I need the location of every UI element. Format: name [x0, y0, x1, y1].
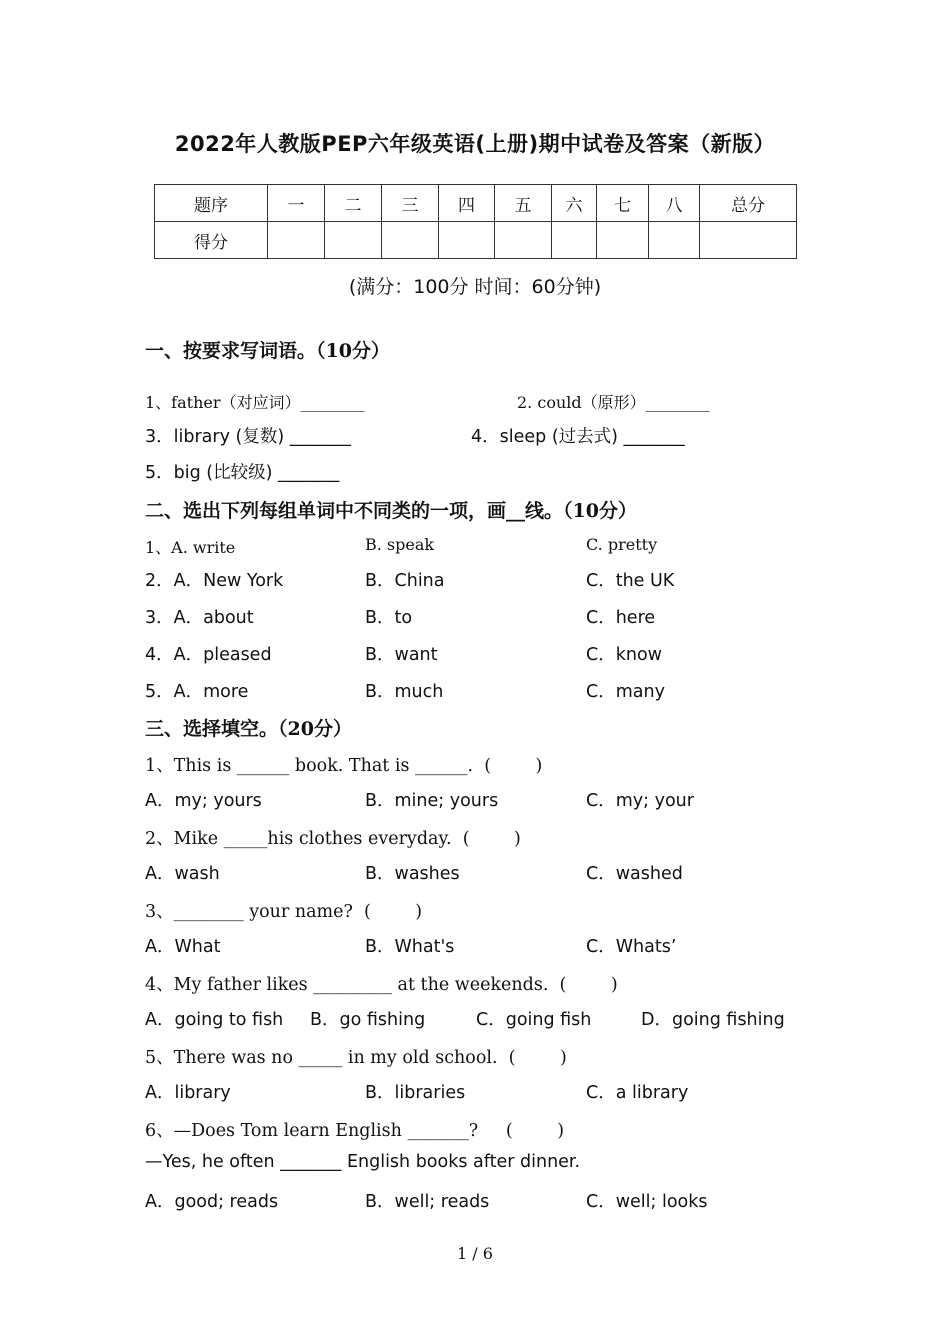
s3-q2-option-b: B．washes [365, 864, 460, 884]
s2-row4-c: C．know [586, 645, 662, 665]
score-header-cell: 三 [382, 185, 439, 222]
score-cell[interactable] [268, 222, 325, 259]
page-number: 1 / 6 [457, 1244, 493, 1263]
s3-question-2: 2、Mike _____his clothes everyday. ( ) [145, 829, 521, 849]
score-header-cell: 题序 [155, 185, 268, 222]
s3-q4-option-c: C．going fish [476, 1010, 592, 1030]
s3-q1-option-b: B．mine; yours [365, 791, 499, 811]
s2-row3-c: C．here [586, 608, 656, 628]
score-header-cell: 四 [439, 185, 495, 222]
s2-row2-b: B．China [365, 571, 445, 591]
s2-row2-a: 2．A．New York [145, 571, 284, 591]
score-row-label: 得分 [155, 222, 268, 259]
s3-q5-option-c: C．a library [586, 1083, 689, 1103]
s3-question-5: 5、There was no _____ in my old school. ( ) [145, 1048, 567, 1068]
s3-q5-option-a: A．library [145, 1083, 231, 1103]
s2-row1-b: B. speak [365, 535, 435, 554]
score-header-cell: 八 [649, 185, 700, 222]
score-cell[interactable] [382, 222, 439, 259]
s2-row3-a: 3．A．about [145, 608, 254, 628]
s2-row5-c: C．many [586, 682, 665, 702]
s1-question-2: 2. could（原形）________ [517, 393, 710, 412]
score-cell[interactable] [649, 222, 700, 259]
s3-q2-option-c: C．washed [586, 864, 683, 884]
score-cell[interactable] [700, 222, 797, 259]
s3-question-6-line2: —Yes, he often _______ English books after dinner. [145, 1152, 581, 1172]
section3-heading: 三、选择填空。（20分） [145, 718, 352, 740]
section2-heading: 二、选出下列每组单词中不同类的一项，画__线。（10分） [145, 500, 637, 522]
score-header-cell: 五 [495, 185, 552, 222]
score-cell[interactable] [495, 222, 552, 259]
s3-q6-option-a: A．good; reads [145, 1192, 279, 1212]
s2-row1-c: C. pretty [586, 535, 658, 554]
s3-q3-option-a: A．What [145, 937, 221, 957]
score-header-cell: 七 [597, 185, 649, 222]
s2-row2-c: C．the UK [586, 571, 675, 591]
s3-q3-option-c: C．Whats’ [586, 937, 677, 957]
score-header-cell: 一 [268, 185, 325, 222]
s2-row4-b: B．want [365, 645, 438, 665]
s3-q5-option-b: B．libraries [365, 1083, 466, 1103]
s3-q4-option-a: A．going to fish [145, 1010, 284, 1030]
s3-q4-option-b: B．go fishing [310, 1010, 426, 1030]
s2-row4-a: 4．A．pleased [145, 645, 272, 665]
s3-q1-option-c: C．my; your [586, 791, 694, 811]
s3-q6-option-b: B．well; reads [365, 1192, 490, 1212]
score-cell[interactable] [439, 222, 495, 259]
score-cell[interactable] [552, 222, 597, 259]
section1-heading: 一、按要求写词语。（10分） [145, 340, 390, 362]
s3-q6-option-c: C．well; looks [586, 1192, 708, 1212]
score-header-cell: 总分 [700, 185, 797, 222]
score-table [154, 184, 797, 259]
s3-question-3: 3、________ your name? ( ) [145, 902, 423, 922]
s3-question-6: 6、—Does Tom learn English _______? ( ) [145, 1121, 565, 1141]
score-table-score-row [155, 222, 797, 259]
s1-question-5: 5．big (比较级) _______ [145, 463, 340, 483]
s1-question-1: 1、father（对应词）________ [145, 393, 365, 412]
s2-row5-a: 5．A．more [145, 682, 249, 702]
page-title: 2022年人教版PEP六年级英语(上册)期中试卷及答案（新版） [174, 132, 776, 156]
score-table-header-row [155, 185, 797, 222]
s3-q3-option-b: B．What's [365, 937, 455, 957]
s3-q1-option-a: A．my; yours [145, 791, 262, 811]
s2-row1-a: 1、A. write [145, 538, 236, 557]
score-header-cell: 二 [325, 185, 382, 222]
s3-question-4: 4、My father likes _________ at the weekends. ( ) [145, 975, 618, 995]
s2-row5-b: B．much [365, 682, 444, 702]
s1-question-3: 3．library (复数) _______ [145, 427, 351, 447]
s3-q4-option-d: D．going fishing [641, 1010, 785, 1030]
exam-meta: (满分：100分 时间：60分钟) [348, 276, 602, 298]
s1-question-4: 4．sleep (过去式) _______ [471, 427, 685, 447]
s2-row3-b: B．to [365, 608, 413, 628]
score-cell[interactable] [325, 222, 382, 259]
s3-q2-option-a: A．wash [145, 864, 220, 884]
score-header-cell: 六 [552, 185, 597, 222]
score-cell[interactable] [597, 222, 649, 259]
s3-question-1: 1、This is ______ book. That is ______. ( ) [145, 756, 543, 776]
